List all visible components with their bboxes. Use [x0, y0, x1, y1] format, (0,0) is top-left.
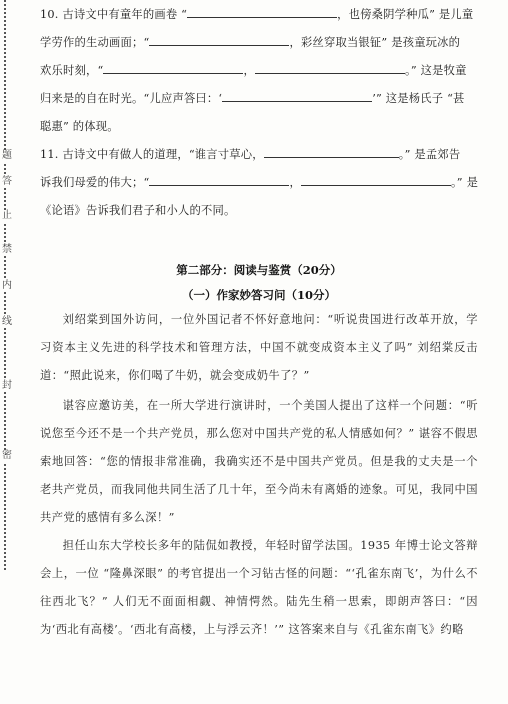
binding-char: 密 [2, 450, 12, 461]
answer-blank[interactable] [222, 91, 372, 102]
binding-char: 题 [2, 150, 12, 161]
binding-char: 线 [2, 316, 12, 327]
binding-char: 答 [2, 176, 12, 187]
binding-char: 封 [2, 380, 12, 391]
section-subtitle: （一）作家妙答习问（10分） [181, 288, 336, 302]
reading-paragraph-1: 刘绍棠到国外访问，一位外国记者不怀好意地问：“听说贵国进行改革开放，学习资本主义先进的科学技术和管理方法，中国不就变成资本主义了吗” 刘绍棠反击道：“照此说来，你们喝了牛奶，就会变成奶牛了？” [40, 313, 478, 382]
question-10-line-5: 聪惠” 的体现。 [40, 120, 119, 133]
binding-char: 止 [2, 210, 12, 221]
answer-blank[interactable] [264, 147, 399, 158]
binding-char: 内 [2, 280, 12, 291]
answer-blank[interactable] [103, 63, 243, 74]
question-10-line-2: 学劳作的生动画面；“ ，彩丝穿取当银钲” 是孩童玩冰的 [40, 36, 461, 49]
answer-blank[interactable] [149, 175, 289, 186]
section-title: 第二部分：阅读与鉴赏（20分） [176, 263, 342, 277]
binding-char: 禁 [2, 244, 12, 255]
answer-blank[interactable] [149, 35, 289, 46]
question-11-line-2: 诉我们母爱的伟大；“ ， 。” 是 [40, 176, 479, 189]
question-10-line-4: 归来是的自在时光。“儿应声答曰：‘ ’” 这是杨氏子 “甚 [40, 92, 465, 105]
question-11-line-3: 《论语》告诉我们君子和小人的不同。 [40, 204, 236, 217]
reading-paragraph-3: 担任山东大学校长多年的陆侃如教授，年轻时留学法国。1935 年博士论文答辩会上，一位 “隆鼻深眼” 的考官提出一个习钻古怪的问题：“‘孔雀东南飞’，为什么不往西北飞？” 人们无不面面相觑、神情愕然。陆先生稍一思索，即朗声答曰：“因为‘西北有高楼’。‘西北有高楼，上与浮云齐！’” 这答案来自与《孔雀东南飞》约略 [40, 539, 478, 636]
answer-blank[interactable] [301, 175, 451, 186]
question-10-line-1: 10. 古诗文中有童年的画卷 “ ，也傍桑阴学种瓜” 是儿童 [40, 8, 474, 21]
question-10-line-3: 欢乐时刻，“ ， 。” 这是牧童 [40, 64, 467, 77]
question-11-line-1: 11. 古诗文中有做人的道理，“谁言寸草心， 。” 是孟郊告 [40, 148, 461, 161]
answer-blank[interactable] [255, 63, 405, 74]
reading-paragraph-2: 谌容应邀访美，在一所大学进行演讲时，一个美国人提出了这样一个问题：“听说您至今还不是一个共产党员，那么您对中国共产党的私人情感如何？” 谌容不假思索地回答：“您的情报非常准确，我确实还不是中国共产党员。但是我的丈夫是一个老共产党员，而我同他共同生活了几十年，至今尚未有离婚的迹象。可见，我同中国共产党的感情有多么深！” [40, 399, 478, 524]
answer-blank[interactable] [187, 7, 337, 18]
